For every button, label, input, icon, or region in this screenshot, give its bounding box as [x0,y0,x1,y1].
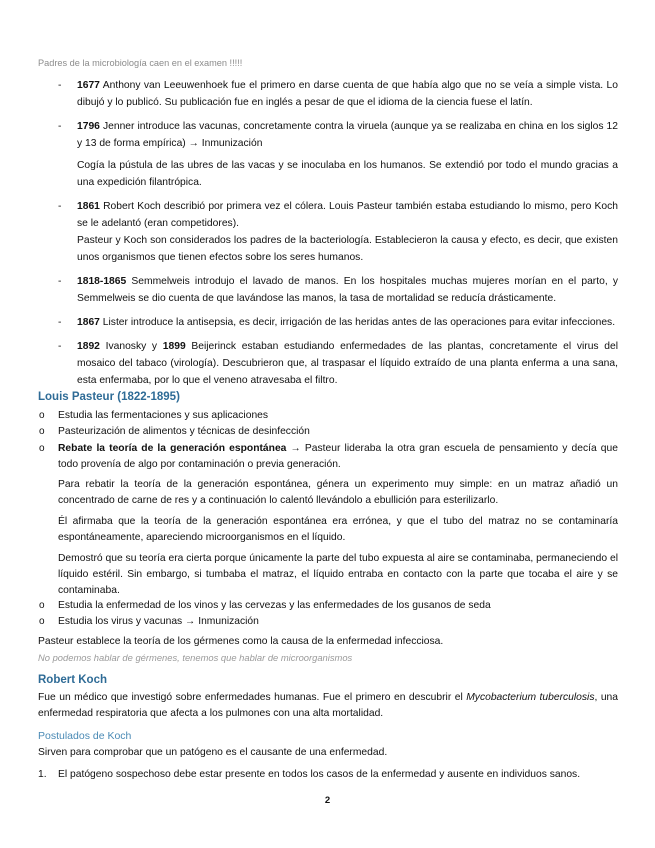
circle-bullet-icon: o [39,410,45,421]
pasteur-paragraphs [58,477,618,604]
history-text: Semmelweis introdujo el lavado de manos. En los hospitales muchas mujeres morían en el parto, y Semmelweis se dio cuenta de que lavándose las manos, la tasa de mortalidad se reducía drásticamente. [77,276,618,304]
list-item: o Estudia los virus y vacunas → Inmunización [38,614,618,630]
paragraph: Él afirmaba que la teoría de la generación espontánea era errónea, y que el tubo del matraz no se contaminaría espontáneamente, apareciendo microorganismos en el líquido. [58,516,618,543]
history-item [38,338,618,389]
postulates-heading: Postulados de Koch [38,730,132,742]
history-year: 1677 [77,80,100,91]
history-item [38,273,618,307]
dash-bullet: - [58,317,62,328]
history-year: 1892 [77,341,100,352]
circle-bullet-icon: o [39,426,45,437]
list-item: o Pasteurización de alimentos y técnicas de desinfección [38,424,618,440]
pasteur-bullets-b [38,598,618,630]
koch-intro: Fue un médico que investigó sobre enfermedades humanas. Fue el primero en descubrir el Mycobacterium tuberculosis, una enfermedad respiratoria que afecta a los pulmones con una alta mortalidad. [38,692,619,719]
germ-theory: Pasteur establece la teoría de los gérmenes como la causa de la enfermedad infecciosa. [38,636,444,647]
dash-bullet: - [58,341,62,352]
postulate-item: 1. El patógeno sospechoso debe estar presente en todos los casos de la enfermedad y ausente en individuos sanos. [38,769,581,780]
history-item [38,198,618,266]
history-item [38,118,618,191]
history-extra: Cogía la pústula de las ubres de las vacas y se inoculaba en los humanos. Se extendió por todo el mundo gracias a una expedición filantrópica. [77,160,618,188]
history-text: Robert Koch describió por primera vez el cólera. Louis Pasteur también estaba estudiando lo mismo, pero Koch se le adelantó (eran competidores). [77,201,618,229]
dash-bullet: - [58,201,62,212]
history-text: Beijerinck estaban estudiando enfermedades de las plantas, concretamente el virus del mosaico del tabaco (virología). Descubrieron que, al traspasar el líquido extraído de una planta enferma a una sana, esta enfermaba, por lo que el veneno atravesaba el filtro. [77,341,618,386]
history-text: Jenner introduce las vacunas, concretamente contra la viruela (aunque ya se realizaba en china en los siglos 12 y 13 de forma empírica) → Inmunización [77,121,618,149]
postulates-intro: Sirven para comprobar que un patógeno es el causante de una enfermedad. [38,747,388,758]
history-year: 1818-1865 [77,276,127,287]
paragraph: Demostró que su teoría era cierta porque únicamente la parte del tubo expuesta al aire se contaminaba, permaneciendo el líquido estéril. Sin embargo, si tumbaba el matraz, el líquido entraba en contacto con la parte que tocaba el aire y se contaminaba. [58,553,618,596]
history-item [38,314,618,331]
list-item: o Estudia las fermentaciones y sus aplicaciones [38,408,618,424]
history-text: Ivanosky y [99,341,163,352]
history-year: 1796 [77,121,100,132]
circle-bullet-icon: o [39,616,45,627]
list-item: o Estudia la enfermedad de los vinos y las cervezas y las enfermedades de los gusanos de seda [38,598,618,614]
exam-note: Padres de la microbiología caen en el examen !!!!! [38,58,243,68]
species-name: Mycobacterium tuberculosis [466,692,595,703]
history-extra: Pasteur y Koch son considerados los padres de la bacteriología. Establecieron la causa y efecto, es decir, que existen unos organismos que tienen efectos sobre los seres humanos. [77,235,618,263]
history-year: 1867 [77,317,100,328]
circle-bullet-icon: o [39,600,45,611]
pasteur-heading: Louis Pasteur (1822-1895) [38,391,180,403]
paragraph: Para rebatir la teoría de la generación espontánea, génera un experimento muy simple: en un matraz añadió un concentrado de carne de res y a continuación lo calentó llevándolo a ebullición para esterilizarlo. [58,479,618,506]
rebate-bold: Rebate la teoría de la generación espontánea [58,443,287,454]
history-year: 1899 [162,341,186,352]
dash-bullet: - [58,121,62,132]
dash-bullet: - [58,80,62,91]
dash-bullet: - [58,276,62,287]
pasteur-bullets-a [38,408,618,473]
circle-bullet-icon: o [39,443,45,454]
history-text: Lister introduce la antisepsia, es decir, irrigación de las heridas antes de las operaciones para evitar infecciones. [99,317,616,328]
page-number: 2 [324,795,331,806]
list-item: o Rebate la teoría de la generación espontánea → Pasteur lideraba la otra gran escuela de pensamiento y decía que todo provenía de algo por contaminación o previa generación. [39,443,618,470]
history-item [38,77,618,111]
history-year: 1861 [77,201,100,212]
history-text: Anthony van Leeuwenhoek fue el primero en darse cuenta de que había algo que no se veía a simple vista. Lo dibujó y lo publicó. Su publicación fue en inglés a pesar de que el idioma de la ciencia fuese el latín. [77,80,618,108]
history-list [38,77,618,396]
koch-heading: Robert Koch [38,674,107,686]
aside-note: No podemos hablar de gérmenes, tenemos que hablar de microorganismos [38,652,353,663]
